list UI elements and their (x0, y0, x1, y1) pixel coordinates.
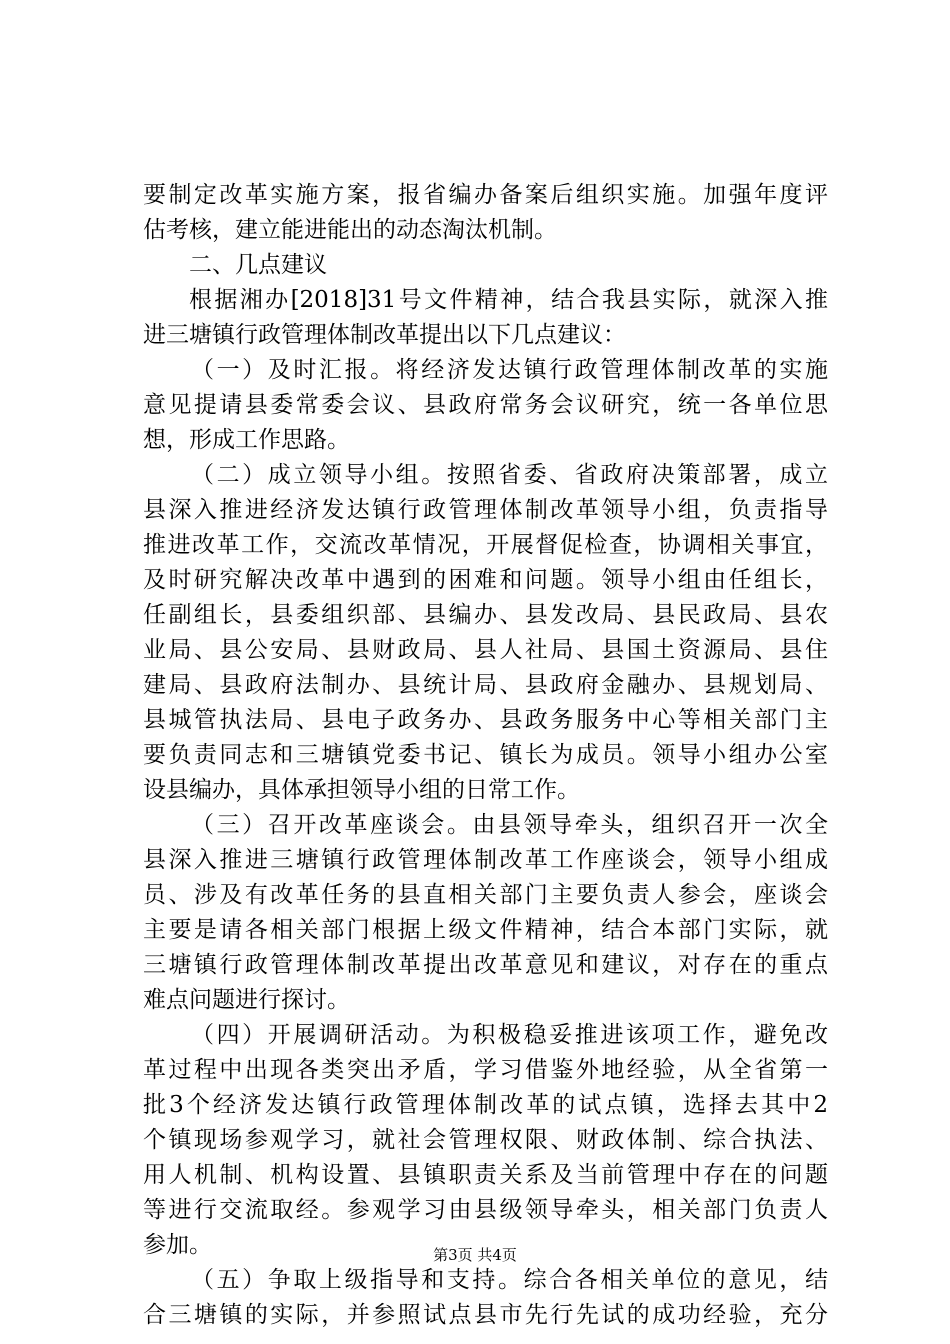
text-line: 用人机制、机构设置、县镇职责关系及当前管理中存在的问题 (143, 1162, 828, 1188)
text-line: 设县编办，具体承担领导小组的日常工作。 (143, 777, 580, 803)
text-line: 主要是请各相关部门根据上级文件精神，结合本部门实际，就 (143, 917, 828, 943)
text-line: 想，形成工作思路。 (143, 427, 350, 453)
text-line: （一）及时汇报。将经济发达镇行政管理体制改革的实施 (191, 357, 828, 383)
text-line: 估考核，建立能进能出的动态淘汰机制。 (143, 217, 557, 243)
text-line: 难点问题进行探讨。 (143, 987, 350, 1013)
text-line: 三塘镇行政管理体制改革提出改革意见和建议，对存在的重点 (143, 952, 828, 978)
text-line: 个镇现场参观学习，就社会管理权限、财政体制、综合执法、 (143, 1127, 828, 1153)
text-line: 任副组长，县委组织部、县编办、县发改局、县民政局、县农 (143, 602, 828, 628)
text-line: 及时研究解决改革中遇到的困难和问题。领导小组由任组长， (143, 567, 828, 593)
text-line: 批3个经济发达镇行政管理体制改革的试点镇，选择去其中2 (143, 1092, 828, 1118)
document-body (143, 178, 828, 1333)
page-indicator: 第3页 共4页 (433, 1246, 517, 1264)
text-line: 县城管执法局、县电子政务办、县政务服务中心等相关部门主 (143, 707, 828, 733)
text-line: （四）开展调研活动。为积极稳妥推进该项工作，避免改 (191, 1022, 828, 1048)
text-line: 进三塘镇行政管理体制改革提出以下几点建议： (143, 322, 626, 348)
text-line: 业局、县公安局、县财政局、县人社局、县国土资源局、县住 (143, 637, 828, 663)
text-line: 合三塘镇的实际，并参照试点县市先行先试的成功经验，充分 (143, 1302, 828, 1328)
text-line: 要制定改革实施方案，报省编办备案后组织实施。加强年度评 (143, 182, 828, 208)
text-line: 推进改革工作，交流改革情况，开展督促检查，协调相关事宜， (143, 532, 828, 558)
text-line: （二）成立领导小组。按照省委、省政府决策部署，成立 (191, 462, 828, 488)
text-line: 员、涉及有改革任务的县直相关部门主要负责人参会，座谈会 (143, 882, 828, 908)
text-line: 等进行交流取经。参观学习由县级领导牵头，相关部门负责人 (143, 1197, 828, 1223)
text-line: （三）召开改革座谈会。由县领导牵头，组织召开一次全 (191, 812, 828, 838)
text-line: 县深入推进经济发达镇行政管理体制改革领导小组，负责指导 (143, 497, 828, 523)
text-line: 革过程中出现各类突出矛盾，学习借鉴外地经验，从全省第一 (143, 1057, 828, 1083)
page-footer (0, 1245, 950, 1265)
text-line: （五）争取上级指导和支持。综合各相关单位的意见，结 (191, 1267, 828, 1293)
text-line: 根据湘办[2018]31号文件精神，结合我县实际，就深入推 (189, 287, 828, 313)
text-line: 要负责同志和三塘镇党委书记、镇长为成员。领导小组办公室 (143, 742, 828, 768)
text-line: 建局、县政府法制办、县统计局、县政府金融办、县规划局、 (143, 672, 828, 698)
section-heading: 二、几点建议 (189, 252, 327, 278)
text-line: 意见提请县委常委会议、县政府常务会议研究，统一各单位思 (143, 392, 828, 418)
text-line: 参加。 (143, 1232, 212, 1258)
text-line: 县深入推进三塘镇行政管理体制改革工作座谈会，领导小组成 (143, 847, 828, 873)
